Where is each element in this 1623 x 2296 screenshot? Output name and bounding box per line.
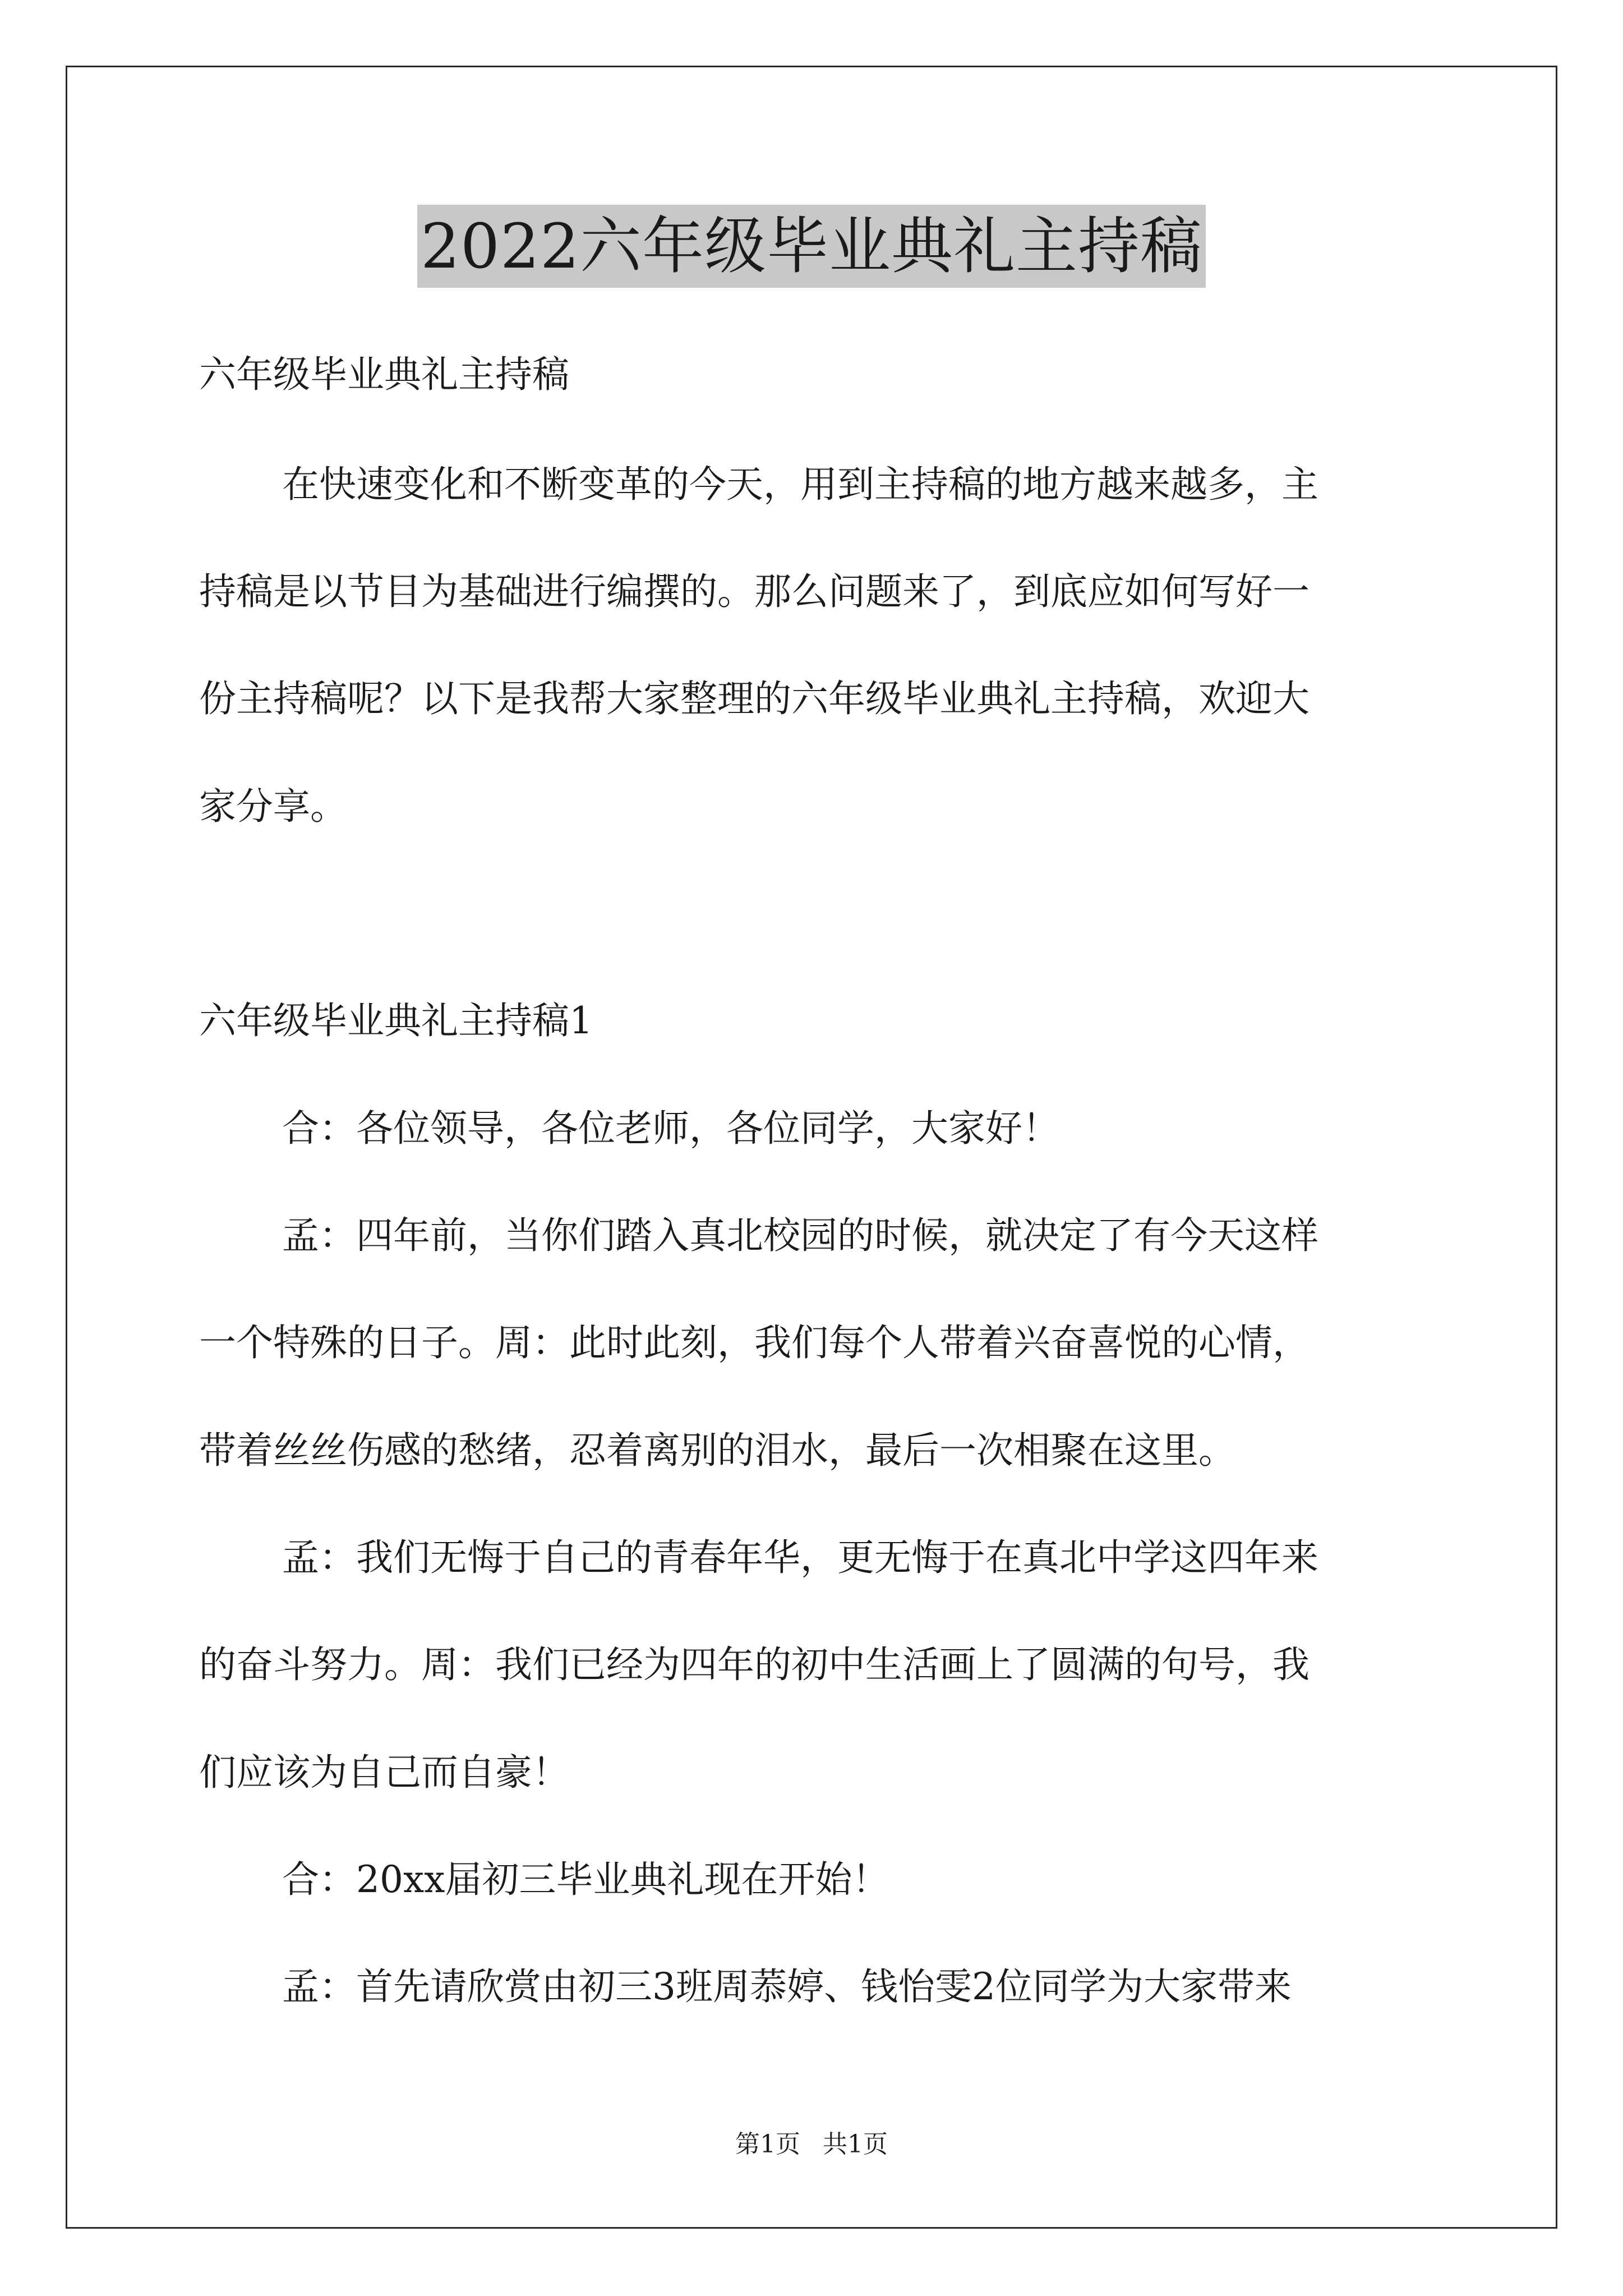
paragraph-line: 一个特殊的日子。周：此时此刻，我们每个人带着兴奋喜悦的心情， bbox=[199, 1321, 1310, 1364]
paragraph-line: 们应该为自己而自豪！ bbox=[199, 1751, 569, 1794]
title-wrap bbox=[0, 205, 1623, 288]
paragraph-line: 孟：四年前，当你们踏入真北校园的时候，就决定了有今天这样 bbox=[282, 1214, 1318, 1257]
section-heading: 六年级毕业典礼主持稿1 bbox=[199, 999, 593, 1042]
paragraph-line: 家分享。 bbox=[199, 785, 347, 828]
paragraph-line: 份主持稿呢？以下是我帮大家整理的六年级毕业典礼主持稿，欢迎大 bbox=[199, 677, 1310, 720]
paragraph-line: 孟：首先请欣赏由初三3班周菾婷、钱怡雯2位同学为大家带来 bbox=[282, 1965, 1292, 2008]
page-total: 共1页 bbox=[823, 2130, 888, 2159]
subtitle-line: 六年级毕业典礼主持稿 bbox=[199, 353, 569, 396]
paragraph-line: 合：各位领导，各位老师，各位同学，大家好！ bbox=[282, 1107, 1059, 1150]
document-title: 2022六年级毕业典礼主持稿 bbox=[417, 205, 1206, 288]
page-footer bbox=[0, 2129, 1623, 2160]
paragraph-line: 的奋斗努力。周：我们已经为四年的初中生活画上了圆满的句号，我 bbox=[199, 1643, 1310, 1686]
paragraph-line: 孟：我们无悔于自己的青春年华，更无悔于在真北中学这四年来 bbox=[282, 1536, 1318, 1579]
paragraph-line: 带着丝丝伤感的愁绪，忍着离别的泪水，最后一次相聚在这里。 bbox=[199, 1429, 1235, 1472]
page-number: 第1页 bbox=[735, 2130, 800, 2159]
paragraph-line: 持稿是以节目为基础进行编撰的。那么问题来了，到底应如何写好一 bbox=[199, 570, 1310, 613]
paragraph-line: 合：20xx届初三毕业典礼现在开始！ bbox=[282, 1858, 889, 1901]
paragraph-line: 在快速变化和不断变革的今天，用到主持稿的地方越来越多，主 bbox=[282, 463, 1318, 506]
